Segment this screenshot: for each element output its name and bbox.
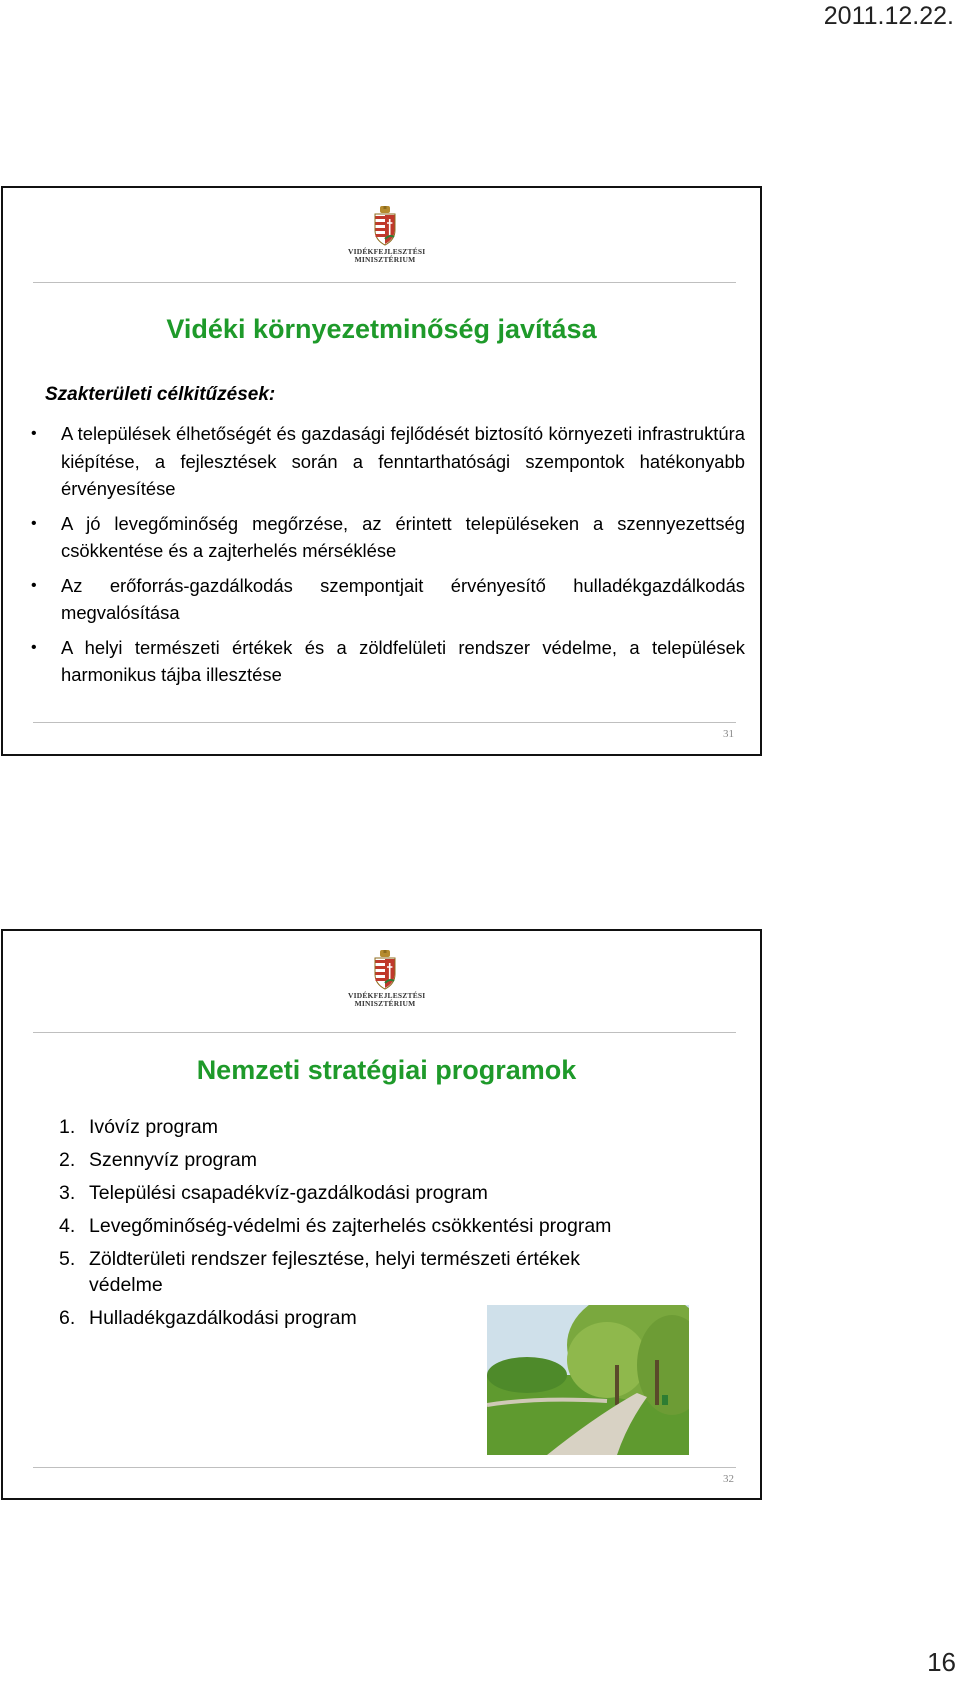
bullet-text: A helyi természeti értékek és a zöldfelületi rendszer védelme, a települések harmonikus tájba illesztése <box>61 636 745 685</box>
slide-number: 32 <box>723 1473 734 1485</box>
bullet-list <box>31 420 745 696</box>
bottom-divider <box>33 1467 736 1468</box>
ministry-logo <box>348 206 426 264</box>
slide-number: 31 <box>723 728 734 740</box>
item-number: 3. <box>59 1182 76 1204</box>
top-divider <box>33 1032 736 1033</box>
bullet-icon: • <box>31 638 37 656</box>
ministry-logo <box>348 950 426 1008</box>
logo-line1: VIDÉKFEJLESZTÉSI <box>348 247 426 256</box>
item-text: Zöldterületi rendszer fejlesztése, helyi természeti értékek védelme <box>89 1248 580 1296</box>
logo-line2: MINISZTÉRIUM <box>354 255 416 264</box>
coat-of-arms-icon <box>372 950 398 990</box>
list-item <box>59 1246 659 1298</box>
slide-subtitle: Szakterületi célkitűzések: <box>45 384 276 405</box>
slide-title: Nemzeti stratégiai programok <box>196 1055 577 1085</box>
list-item <box>59 1114 679 1140</box>
list-item <box>59 1147 679 1173</box>
item-text: Települési csapadékvíz-gazdálkodási program <box>89 1182 488 1204</box>
bullet-icon: • <box>31 425 37 442</box>
item-number: 1. <box>59 1116 76 1138</box>
slide-32 <box>1 929 762 1500</box>
item-number: 6. <box>59 1307 76 1329</box>
item-text: Szennyvíz program <box>89 1149 257 1171</box>
bullet-icon: • <box>31 514 37 532</box>
page-date: 2011.12.22. <box>823 2 954 30</box>
item-number: 2. <box>59 1149 76 1171</box>
slide-31 <box>1 186 762 756</box>
park-photo <box>487 1305 689 1455</box>
list-item <box>31 634 745 689</box>
list-item <box>31 420 745 503</box>
bullet-text: A jó levegőminőség megőrzése, az érintett településeken a szennyezettség csökkentése és a zajterhelés mérséklése <box>61 512 745 561</box>
bullet-text: A települések élhetőségét és gazdasági fejlődését biztosító környezeti infrastruktúra kiépítése, a fejlesztések során a fenntarthatósági szempontok hatékonyabb érvényesítése <box>61 423 745 499</box>
top-divider <box>33 282 736 283</box>
coat-of-arms-icon <box>372 206 398 246</box>
item-text: Hulladékgazdálkodási program <box>89 1307 357 1329</box>
item-text: Levegőminőség-védelmi és zajterhelés csökkentési program <box>89 1215 612 1237</box>
item-number: 5. <box>59 1248 76 1270</box>
list-item <box>31 572 745 627</box>
logo-line2: MINISZTÉRIUM <box>354 999 416 1008</box>
logo-line1: VIDÉKFEJLESZTÉSI <box>348 991 426 1000</box>
item-text: Ivóvíz program <box>89 1116 218 1138</box>
list-item <box>59 1213 679 1239</box>
page-number: 16 <box>927 1647 956 1677</box>
item-number: 4. <box>59 1215 76 1237</box>
slide-title: Vidéki környezetminőség javítása <box>166 314 597 344</box>
list-item <box>59 1180 679 1206</box>
bullet-text: Az erőforrás-gazdálkodás szempontjait érvényesítő hulladékgazdálkodás megvalósítása <box>61 574 745 623</box>
bullet-icon: • <box>31 576 37 594</box>
bottom-divider <box>33 722 736 723</box>
list-item <box>31 510 745 565</box>
